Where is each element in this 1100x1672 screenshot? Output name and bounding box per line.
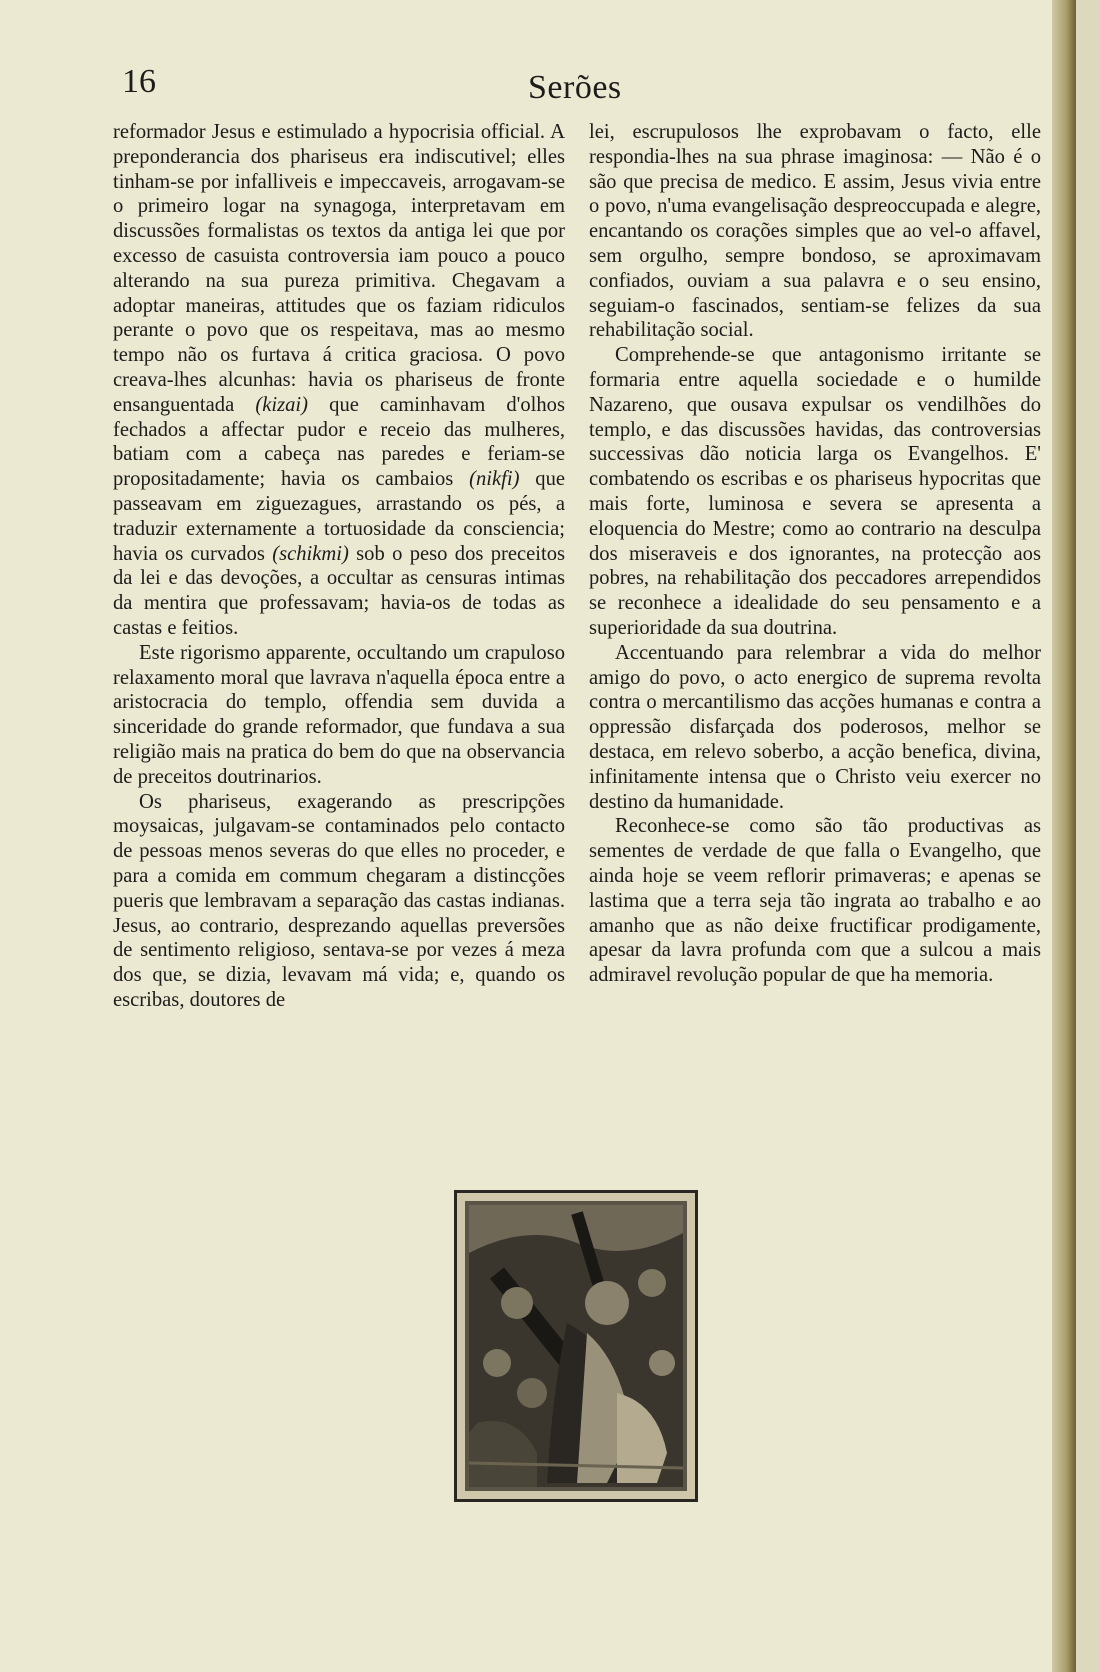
paragraph: [113, 120, 565, 641]
text-run: reformador Jesus e estimulado a hypocrisia official. A preponderancia dos phariseus era indiscutivel; elles tinham-se por infalliveis e impeccaveis, arrogavam-se o primeiro logar na synagoga, interpretavam em discussões formalistas os textos da antiga lei que por excesso de casuista controversia iam pouco a pouco alterando na sua pureza primitiva. Chegavam a adoptar maneiras, attitudes que os faziam ridiculos perante o povo que os respeitava, mas ao mesmo tempo não os furtava á critica graciosa. O povo creava-lhes alcunhas: havia os phariseus de fronte ensanguentada: [113, 121, 565, 416]
hebrew-term: (nikfi): [469, 468, 520, 491]
running-title: Serões: [528, 69, 622, 106]
hebrew-term: (schikmi): [272, 542, 349, 565]
left-text-column: [113, 120, 565, 1013]
right-text-column: [589, 120, 1041, 988]
paragraph: Os phariseus, exagerando as prescripções moysaicas, julgavam-se contaminados pelo contacto de pessoas menos severas do que elles no proceder, e para a comida em commum chegaram a distincções pueris que lembravam a separação das castas indianas. Jesus, ao contrario, desprezando aquellas preversões de sentimento religioso, sentava-se por vezes á meza dos que, se dizia, levavam má vida; e, quando os escribas, doutores de: [113, 790, 565, 1011]
engraving-illustration: [454, 1190, 698, 1502]
paragraph: lei, escrupulosos lhe exprobavam o facto, elle respondia-lhes na sua phrase imaginosa: — Não é o são que precisa de medico. E assim, Jesus vivia entre o povo, n'uma evangelisação despreoccupada e alegre, encantando os corações simples que ao vel-o affavel, sem orgulho, sempre bondoso, se aproximavam confiados, ouviam a sua palavra e o seu ensino, seguiam-o fascinados, sentiam-se felizes da sua rehabilitação social.: [589, 121, 1041, 342]
text-run: que passeavam em ziguezagues, arrastando os pés, a traduzir externamente a tortuosidade da consciencia; havia os curvados: [113, 468, 565, 565]
paragraph: Accentuando para relembrar a vida do melhor amigo do povo, o acto energico de suprema revolta contra o mercantilismo das acções humanas e contra a oppressão disfarçada dos poderosos, melhor se destaca, em relevo soberbo, a acção benefica, divina, infinitamente intensa que o Christo veiu exercer no destino da humanidade.: [589, 641, 1041, 813]
text-run: que caminhavam d'olhos fechados a affectar pudor e receio das mulheres, batiam com a cabeça nas paredes e feriam-se propositadamente; havia os cambaios: [113, 393, 565, 491]
paragraph: Este rigorismo apparente, occultando um crapuloso relaxamento moral que lavrava n'aquella época entre a aristocracia do templo, offendia sem duvida a sinceridade do grande reformador, que fundava a sua religião mais na pratica do bem do que na observancia de preceitos doutrinarios.: [113, 641, 565, 788]
christ-carrying-cross-picture: [457, 1193, 695, 1499]
text-run: sob o peso dos preceitos da lei e das devoções, a occultar as censuras intimas da mentira que professavam; havia-os de todas as castas e feitios.: [113, 542, 566, 639]
paragraph: Comprehende-se que antagonismo irritante se formaria entre aquella sociedade e o humilde Nazareno, que ousava expulsar os vendilhões do templo, e das discussões havidas, das controversias successivas dão noticia larga os Evangelhos. E' combatendo os escribas e os phariseus hypocritas que mais forte, luminosa e severa se apresenta a eloquencia do Mestre; como ao contrario na desculpa dos miseraveis e dos ignorantes, na protecção aos pobres, na rehabilitação dos peccadores arrependidos se reconhece a idealidade do seu pensamento e a superioridade da sua doutrina.: [589, 344, 1041, 639]
page-binding-edge: [1052, 0, 1076, 1672]
paragraph: Reconhece-se como são tão productivas as sementes de verdade de que falla o Evangelho, que ainda hoje se veem reflorir primaveras; e apenas se lastima que a terra seja tão ingrata ao trabalho e ao amanho que as não deixe fructificar prodigamente, apesar da lavra profunda com que a sulcou a mais admiravel revolução popular de que ha memoria.: [589, 815, 1041, 987]
hebrew-term: (kizai): [255, 393, 308, 416]
page-number: 16: [122, 63, 156, 100]
